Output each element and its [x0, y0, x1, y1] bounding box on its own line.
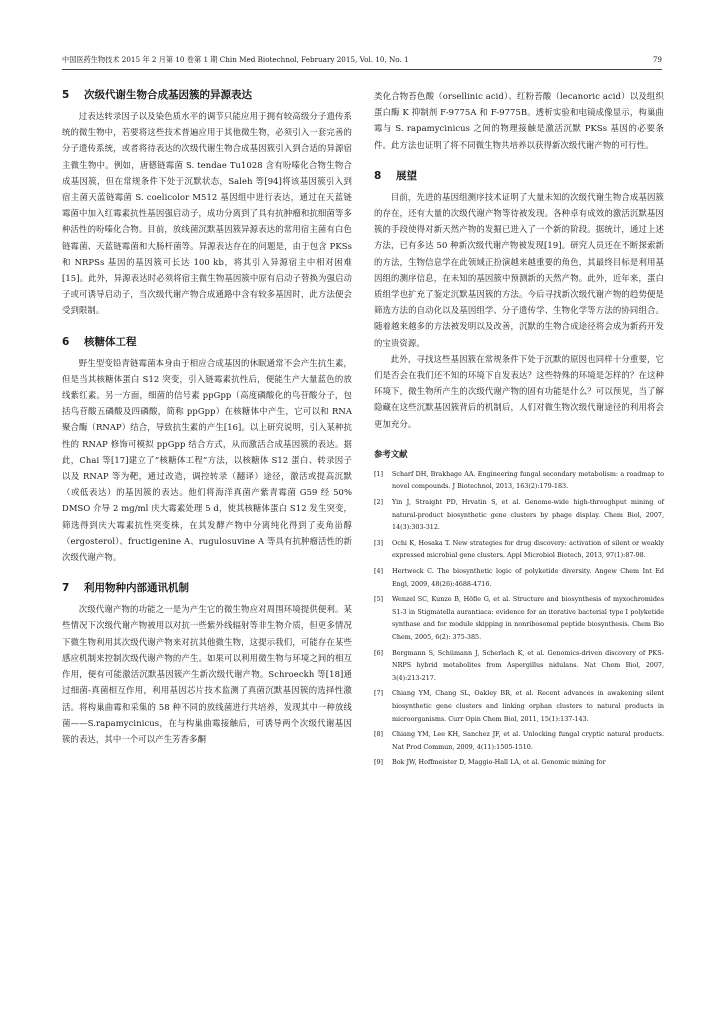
section-title: 次级代谢生物合成基因簇的异源表达 [84, 89, 252, 101]
section-number: 5 [62, 89, 70, 101]
reference-number: [9] [374, 758, 384, 767]
running-header [62, 55, 662, 70]
reference-text: Bok JW, Hoffmeister D, Maggio-Hall LA, et al. Genomic mining for [392, 758, 606, 767]
reference-item [374, 647, 664, 685]
reference-number: [1] [374, 469, 384, 478]
page-number: 79 [652, 55, 662, 64]
reference-text: Chiang YM, Lee KH, Sanchez JF, et al. Unlocking fungal cryptic natural products. Nat Prod Commun, 2009, 4(11):1505-1510. [392, 730, 664, 751]
references-title: 参考文献 [374, 448, 408, 459]
reference-item [374, 593, 664, 643]
reference-number: [5] [374, 595, 384, 604]
right-column [374, 88, 664, 772]
section-title: 展望 [396, 169, 417, 182]
reference-text: Wenzel SC, Kunze B, Höfle G, et al. Structure and biosynthesis of myxochromides S1-3 in Stigmatella aurantiaca: evidence for an iterative bacterial type I polyketide synthase and for module skipping in nonribosomal peptide biosynthesis. Chem Bio Chem, 2005, 6(2): 375-385. [392, 595, 664, 641]
reference-item [374, 537, 664, 562]
left-column [62, 88, 352, 747]
reference-text: Chiang YM, Chang SL, Oakley BR, et al. Recent advances in awakening silent biosynthetic gene clusters and linking orphan clusters to natural products in microorganisms. Curr Opin Chem Biol, 2011, 15(1):137-143. [392, 689, 664, 723]
section-title: 利用物种内部通讯机制 [84, 582, 189, 595]
reference-text: Yin J, Straight PD, Hrvatin S, et al. Genome-wide high-throughput mining of natural-product biosynthetic gene clusters by phage display. Chem Biol, 2007, 14(3):303-312. [392, 498, 664, 532]
section-number: 6 [62, 335, 70, 348]
section-title: 核糖体工程 [84, 335, 137, 348]
reference-text: Hertweck C. The biosynthetic logic of polyketide diversity. Angew Chem Int Ed Engl, 2009, 48(26):4688-4716. [392, 567, 664, 588]
paragraph: 次级代谢产物的功能之一是为产生它的微生物应对周围环境提供便利。某些情况下次级代谢产物被用以对抗一些紫外线辐射等非生物介质，但更多情况下微生物利用其次级代谢产物来对抗其他微生物，这提示我们，可能存在某些感应机制来控制次级代谢产物的产生。如果可以利用微生物与环境之间的相互作用，便有可能激活沉默基因簇产生新次级代谢产物。Schroeckh 等[18]通过细菌-真菌相互作用，利用基因芯片技术监测了真菌沉默基因簇的选择性激活。将构巢曲霉和采集的 58 种不同的放线菌进行共培养，发现其中一种放线菌——S.rapamycinicus，在与构巢曲霉接触后，可诱导两个次级代谢基因簇的表达，其中一个可以产生芳香多酮 [62, 604, 352, 744]
reference-text: Ochi K, Hosaka T. New strategies for drug discovery: activation of silent or weakly expressed microbial gene clusters. Appl Microbiol Biotech, 2013, 97(1):87-98. [392, 538, 664, 560]
paragraph: 野生型变铅青链霉菌本身由于相应合成基因的休眠通常不会产生抗生素，但是当其核糖体蛋白 S12 突变，引入链霉素抗性后，便能生产大量蓝色的放线紫红素。另一方面，细菌的信号素 ppGpp（高度磷酸化的鸟苷酸分子，包括鸟苷酸五磷酸及四磷酸，简称 ppGpp）在核糖体中产生，它可以和 RNA 聚合酶（RNAP）结合，导致抗生素的产生[16]。以上研究说明，引入某种抗性的 RNAP 修饰可模拟 ppGpp 结合方式，从而激活合成基因簇的表达。据此，Chai 等[17]建立了“核糖体工程”方法，以核糖体 S12 蛋白、转录因子以及 RNAP 等为靶，通过改造，调控转录（翻译）途径，激活或提高沉默（或低表达）的基因簇的表达。他们将海洋真菌产紫青霉菌 G59 经 50% DMSO 介导 2 mg/ml 庆大霉素处理 5 d，使其核糖体蛋白 S12 发生突变，筛选得到庆大霉素抗性突变株，在其发酵产物中分离纯化得到了麦角甾醇（ergosterol）、fructigenine A、rugulosuvine A 等具有抗肿瘤活性的新次级代谢产物。 [62, 357, 352, 563]
reference-item [374, 687, 664, 725]
reference-item [374, 565, 664, 590]
reference-text: Bergmann S, Schümann J, Scherlach K, et al. Genomics-driven discovery of PKS-NRPS hybrid metabolites from Aspergillus nidulans. Nat Chem Biol, 2007, 3(4):213-217. [392, 648, 664, 682]
reference-number: [7] [374, 689, 384, 698]
section-heading [62, 335, 352, 349]
reference-text: Scharf DH, Brakhage AA. Engineering fungal secondary metabolism: a roadmap to novel compounds. J Biotechnol, 2013, 163(2):179-183. [392, 469, 664, 491]
reference-number: [4] [374, 567, 384, 576]
paragraph: 过表达转录因子以及染色质水平的调节只能应用于拥有较高级分子遗传系统的微生物中，若要将这些技术普遍应用于其他微生物，必须引入一套完善的分子遗传系统，或者将待表达的次级代谢生物合成基因簇引入到合适的异源宿主微生物中。例如，唐德链霉菌 S. tendae Tu1028 含有吩嗪化合物生物合成基因簇，但在常规条件下处于沉默状态，Saleh 等[94]将该基因簇引入到宿主菌天蓝链霉菌 S. coelicolor M512 基因组中进行表达，通过在天蓝链霉菌中加入红霉素抗性基因强启动子，成功分离到了具有抗肿瘤和抗细菌等多种活性的吩嗪化合物。目前，放线菌沉默基因簇异源表达的常用宿主菌有白色链霉菌、天蓝链霉菌和大肠杆菌等。异源表达存在的问题是，由于包含 PKSs 和 NRPSs 基因的基因簇可长达 100 kb，将其引入异源宿主中相对困难[15]。此外，异源表达时必须将宿主微生物基因簇中原有启动子替换为强启动子或可诱导启动子，当次级代谢产物合成通路中含有较多基因时，此方法便会受到限制。 [62, 111, 352, 316]
section-heading [374, 169, 664, 183]
paragraph: 此外，寻找这些基因簇在常规条件下处于沉默的原因也同样十分重要，它们是否会在我们还不知的环境下自发表达？这些特殊的环境是怎样的？在这种环境下，微生物所产生的次级代谢产物的固有功能是什么？可以预见，当了解隐藏在这些沉默基因簇背后的机制后，人们对微生物次级代谢途径的利用将会更加充分。 [374, 353, 664, 429]
journal-citation: 中国医药生物技术 2015 年 2 月第 10 卷第 1 期 Chin Med Biotechnol, February 2015, Vol. 10, No. 1 [62, 55, 409, 64]
paragraph: 目前，先进的基因组测序技术证明了大量未知的次级代谢生物合成基因簇的存在，还有大量的次级代谢产物等待被发现。各种卓有成效的激活沉默基因簇的手段使得对新天然产物的发掘已进入了一个新的阶段。据统计，通过上述方法，已有多达 50 种新次级代谢产物被发现[19]。研究人员还在不断探索新的方法，生物信息学在此领域正扮演越来越重要的角色，其最终目标是利用基因组的测序信息，在未知的基因簇中预测新的天然产物。此外，近年来，蛋白质组学也扩充了鉴定沉默基因簇的方法。今后寻找新次级代谢产物的趋势便是筛选方法的自动化以及基因组学、分子遗传学、生物化学等方法的协同组合。随着越来越多的方法被发明以及改善，沉默的生物合成途径将会成为新药开发的宝贵资源。 [374, 191, 664, 348]
reference-item [374, 728, 664, 753]
reference-number: [8] [374, 730, 384, 739]
reference-number: [3] [374, 538, 384, 547]
reference-item [374, 756, 664, 769]
paragraph-continuation: 类化合物苔色酸（orsellinic acid）、红粉苔酸（lecanoric acid）以及组织蛋白酶 K 抑制剂 F-9775A 和 F-9775B。透析实验和电镜成像显示，构巢曲霉与 S. rapamycinicus 之间的物理接触是激活沉默 PKSs 基因的必要条件。此方法也证明了将不同微生物共培养以获得新次级代谢产物的可行性。 [374, 91, 664, 150]
section-heading [62, 88, 352, 102]
reference-item [374, 496, 664, 534]
reference-item [374, 468, 664, 493]
section-number: 8 [374, 169, 382, 182]
section-number: 7 [62, 582, 70, 595]
reference-list [374, 468, 664, 769]
reference-number: [6] [374, 648, 384, 657]
section-heading [62, 581, 352, 595]
reference-number: [2] [374, 498, 384, 507]
